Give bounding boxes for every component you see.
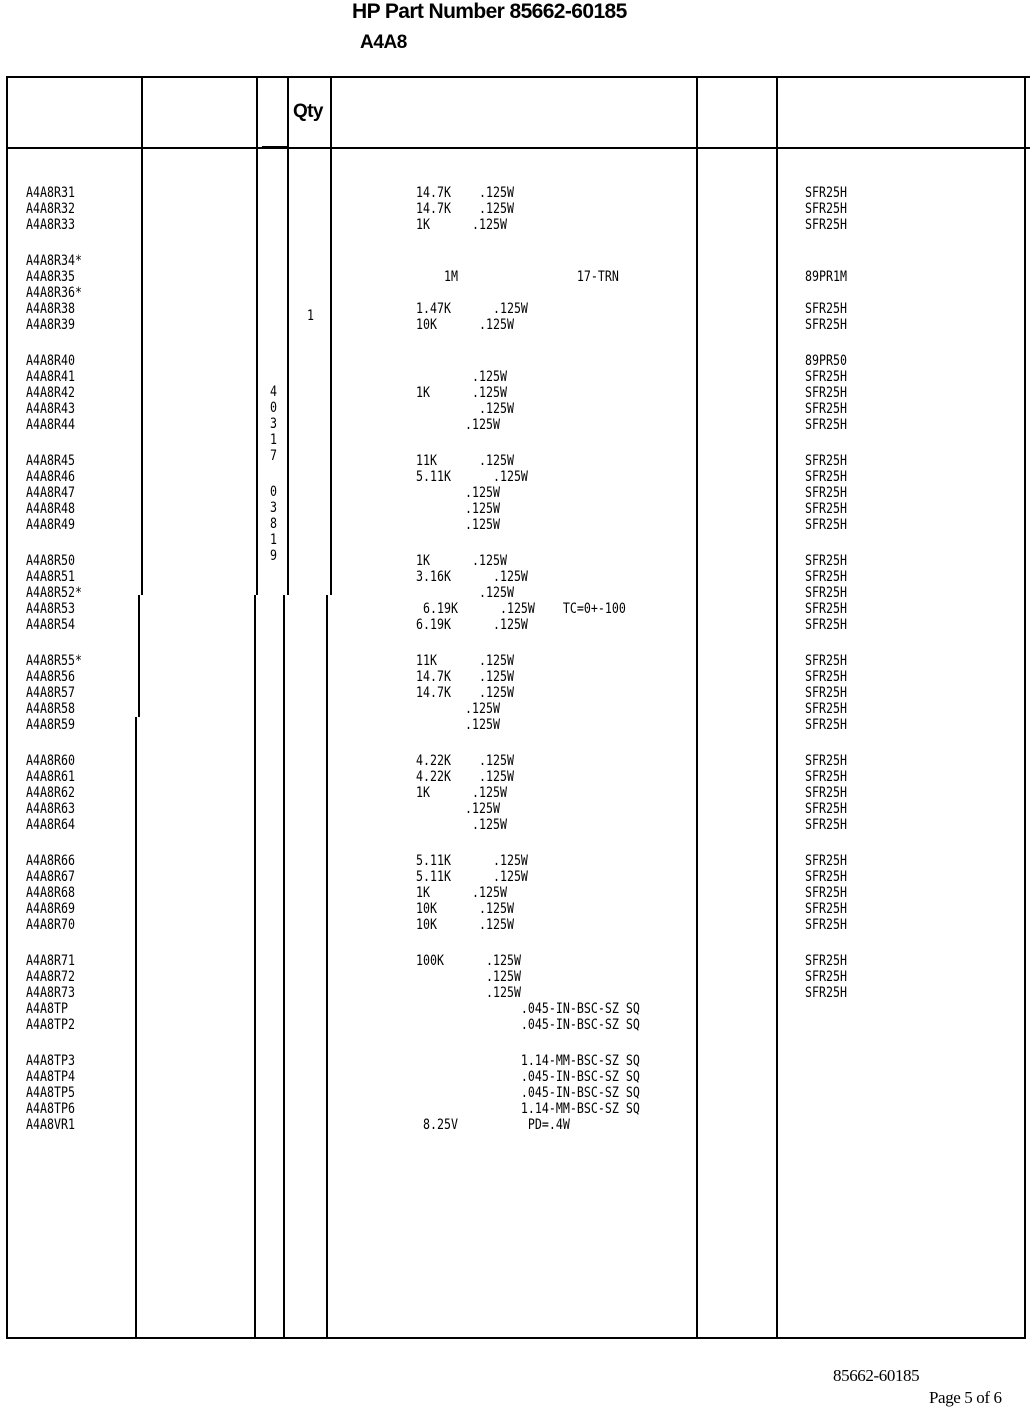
- table-cell-desc: .045-IN-BSC-SZ SQ: [416, 1085, 640, 1101]
- qty-cell: 1: [307, 308, 315, 324]
- table-cell-code: SFR25H: [805, 769, 847, 785]
- table-cell-ref: A4A8R53: [26, 601, 75, 617]
- table-cell-ref: A4A8R50: [26, 553, 75, 569]
- table-cell-code: SFR25H: [805, 785, 847, 801]
- table-cell-code: SFR25H: [805, 517, 847, 533]
- page-title: HP Part Number 85662-60185: [352, 0, 627, 23]
- table-cell-desc: 1.14-MM-BSC-SZ SQ: [416, 1053, 640, 1069]
- table-cell-ref: A4A8R62: [26, 785, 75, 801]
- table-cell-ref: A4A8R64: [26, 817, 75, 833]
- table-cell-ref: A4A8R47: [26, 485, 75, 501]
- table-cell-desc: .125W: [416, 701, 500, 717]
- table-cell-ref: A4A8R57: [26, 685, 75, 701]
- qty-corner-line: [262, 146, 288, 148]
- table-cell-code: SFR25H: [805, 617, 847, 633]
- footer-page-number: Page 5 of 6: [929, 1388, 1002, 1407]
- table-cell-ref: A4A8R55*: [26, 653, 82, 669]
- table-cell-desc: 10K .125W: [416, 901, 514, 917]
- table-cell-code: SFR25H: [805, 753, 847, 769]
- table-cell-code: SFR25H: [805, 401, 847, 417]
- table-cell-ref: A4A8R49: [26, 517, 75, 533]
- table-cell-desc: .125W: [416, 717, 500, 733]
- table-cell-desc: .045-IN-BSC-SZ SQ: [416, 1017, 640, 1033]
- table-cell-ref: A4A8R72: [26, 969, 75, 985]
- table-cell-ref: A4A8R66: [26, 853, 75, 869]
- table-cell-code: SFR25H: [805, 369, 847, 385]
- table-cell-code: SFR25H: [805, 385, 847, 401]
- table-cell-desc: [416, 253, 640, 269]
- table-cell-code: SFR25H: [805, 917, 847, 933]
- check-digit: 0: [270, 484, 278, 500]
- qty-header: Qty: [293, 101, 323, 122]
- table-cell-code: SFR25H: [805, 653, 847, 669]
- table-cell-code: SFR25H: [805, 553, 847, 569]
- table-cell-ref: A4A8TP3: [26, 1053, 75, 1069]
- table-cell-desc: 1K .125W: [416, 785, 507, 801]
- table-cell-ref: A4A8R59: [26, 717, 75, 733]
- table-cell-code: SFR25H: [805, 801, 847, 817]
- table-cell-desc: 14.7K .125W: [416, 685, 514, 701]
- table-cell-desc: 1K .125W: [416, 217, 507, 233]
- table-cell-ref: A4A8VR1: [26, 1117, 75, 1133]
- table-cell-code: SFR25H: [805, 317, 847, 333]
- table-cell-desc: 6.19K .125W TC=0+-100: [416, 601, 626, 617]
- table-cell-desc: 1K .125W: [416, 385, 507, 401]
- table-cell-ref: A4A8TP6: [26, 1101, 75, 1117]
- column-divider-2-lower: [254, 595, 256, 1339]
- ref-column: [26, 169, 82, 1149]
- column-divider-6: [776, 76, 778, 1339]
- column-divider-2: [256, 76, 258, 595]
- table-cell-desc: .125W: [416, 517, 500, 533]
- table-cell-desc: [416, 353, 640, 369]
- table-cell-code: SFR25H: [805, 953, 847, 969]
- table-cell-code: SFR25H: [805, 669, 847, 685]
- column-divider-3: [287, 76, 289, 595]
- table-cell-desc: 4.22K .125W: [416, 753, 514, 769]
- table-cell-desc: [416, 285, 640, 301]
- column-divider-1: [141, 76, 143, 595]
- column-divider-4: [330, 76, 332, 595]
- table-cell-desc: .125W: [416, 485, 500, 501]
- table-cell-ref: A4A8R31: [26, 185, 75, 201]
- table-cell-code: SFR25H: [805, 501, 847, 517]
- table-cell-desc: .125W: [416, 969, 521, 985]
- table-cell-code: SFR25H: [805, 701, 847, 717]
- table-cell-ref: A4A8R48: [26, 501, 75, 517]
- table-cell-code: SFR25H: [805, 469, 847, 485]
- table-cell-desc: 6.19K .125W: [416, 617, 528, 633]
- table-cell-ref: A4A8R34*: [26, 253, 82, 269]
- table-cell-code: SFR25H: [805, 985, 847, 1001]
- table-cell-desc: 4.22K .125W: [416, 769, 514, 785]
- table-cell-ref: A4A8R52*: [26, 585, 82, 601]
- table-cell-code: SFR25H: [805, 569, 847, 585]
- table-cell-ref: A4A8R60: [26, 753, 75, 769]
- table-cell-desc: 10K .125W: [416, 917, 514, 933]
- column-divider-5: [696, 76, 698, 1339]
- table-cell-code: [805, 253, 847, 269]
- table-cell-ref: A4A8R67: [26, 869, 75, 885]
- table-cell-desc: .125W: [416, 501, 500, 517]
- table-cell-desc: .045-IN-BSC-SZ SQ: [416, 1069, 640, 1085]
- table-cell-ref: A4A8R51: [26, 569, 75, 585]
- table-cell-desc: 1M 17-TRN: [416, 269, 619, 285]
- check-digit: 1: [270, 432, 278, 448]
- table-cell-ref: A4A8R68: [26, 885, 75, 901]
- check-digit: 3: [270, 416, 278, 432]
- table-cell-desc: 11K .125W: [416, 453, 514, 469]
- table-cell-ref: A4A8R58: [26, 701, 75, 717]
- table-cell-ref: A4A8R46: [26, 469, 75, 485]
- table-cell-desc: 5.11K .125W: [416, 869, 528, 885]
- check-digit: 0: [270, 400, 278, 416]
- table-cell-ref: A4A8TP5: [26, 1085, 75, 1101]
- table-cell-ref: A4A8R73: [26, 985, 75, 1001]
- column-divider-4-lower: [326, 595, 328, 1339]
- table-cell-desc: 11K .125W: [416, 653, 514, 669]
- table-cell-code: SFR25H: [805, 185, 847, 201]
- right-border: [1024, 76, 1026, 1339]
- table-cell-ref: A4A8R63: [26, 801, 75, 817]
- table-cell-desc: .125W: [416, 417, 500, 433]
- check-digit: 7: [270, 448, 278, 464]
- table-cell-code: SFR25H: [805, 453, 847, 469]
- table-cell-code: SFR25H: [805, 585, 847, 601]
- table-top-border: [6, 76, 1030, 78]
- table-cell-desc: 14.7K .125W: [416, 185, 514, 201]
- table-cell-ref: A4A8R44: [26, 417, 75, 433]
- table-cell-desc: 14.7K .125W: [416, 201, 514, 217]
- table-cell-code: SFR25H: [805, 217, 847, 233]
- table-cell-desc: 1K .125W: [416, 553, 507, 569]
- table-cell-ref: A4A8R35: [26, 269, 75, 285]
- table-cell-desc: 1K .125W: [416, 885, 507, 901]
- table-cell-code: SFR25H: [805, 885, 847, 901]
- desc-column: [416, 169, 640, 1149]
- table-cell-desc: 8.25V PD=.4W: [416, 1117, 570, 1133]
- header-bottom-border: [6, 147, 1030, 149]
- table-cell-ref: A4A8R33: [26, 217, 75, 233]
- table-cell-code: SFR25H: [805, 853, 847, 869]
- table-cell-desc: 5.11K .125W: [416, 853, 528, 869]
- table-cell-desc: 1.14-MM-BSC-SZ SQ: [416, 1101, 640, 1117]
- table-cell-ref: A4A8R36*: [26, 285, 82, 301]
- table-cell-code: SFR25H: [805, 201, 847, 217]
- table-cell-desc: 1.47K .125W: [416, 301, 528, 317]
- left-border: [6, 76, 8, 1339]
- table-cell-ref: A4A8R39: [26, 317, 75, 333]
- table-cell-desc: .045-IN-BSC-SZ SQ: [416, 1001, 640, 1017]
- table-cell-code: 89PR1M: [805, 269, 847, 285]
- table-cell-desc: 5.11K .125W: [416, 469, 528, 485]
- table-cell-code: SFR25H: [805, 869, 847, 885]
- table-cell-ref: A4A8R71: [26, 953, 75, 969]
- footer-part-number: 85662-60185: [833, 1366, 920, 1385]
- table-cell-code: SFR25H: [805, 685, 847, 701]
- table-cell-desc: 10K .125W: [416, 317, 514, 333]
- table-cell-ref: A4A8R54: [26, 617, 75, 633]
- table-cell-code: SFR25H: [805, 901, 847, 917]
- table-cell-ref: A4A8R56: [26, 669, 75, 685]
- column-divider-1-lower: [138, 595, 140, 717]
- table-cell-ref: A4A8R43: [26, 401, 75, 417]
- table-cell-desc: .125W: [416, 817, 507, 833]
- column-divider-1-bottom: [135, 717, 137, 1339]
- table-cell-code: SFR25H: [805, 969, 847, 985]
- table-cell-code: SFR25H: [805, 601, 847, 617]
- check-digit: 1: [270, 532, 278, 548]
- page-subtitle: A4A8: [360, 32, 407, 53]
- table-cell-code: SFR25H: [805, 717, 847, 733]
- table-cell-code: SFR25H: [805, 417, 847, 433]
- table-cell-desc: .125W: [416, 401, 514, 417]
- table-cell-code: 89PR50: [805, 353, 847, 369]
- table-cell-desc: .125W: [416, 801, 500, 817]
- table-cell-ref: A4A8TP: [26, 1001, 68, 1017]
- check-digit-column: [270, 368, 277, 580]
- table-cell-ref: A4A8R70: [26, 917, 75, 933]
- table-cell-ref: A4A8TP4: [26, 1069, 75, 1085]
- table-cell-ref: A4A8R69: [26, 901, 75, 917]
- table-cell-ref: A4A8R41: [26, 369, 75, 385]
- table-cell-desc: .125W: [416, 369, 507, 385]
- table-bottom-border: [6, 1337, 1026, 1339]
- table-cell-desc: 100K .125W: [416, 953, 521, 969]
- table-cell-ref: A4A8R38: [26, 301, 75, 317]
- check-digit: 9: [270, 548, 278, 564]
- table-cell-desc: .125W: [416, 585, 514, 601]
- table-cell-ref: A4A8R40: [26, 353, 75, 369]
- table-cell-ref: A4A8TP2: [26, 1017, 75, 1033]
- table-cell-desc: 14.7K .125W: [416, 669, 514, 685]
- table-cell-code: SFR25H: [805, 817, 847, 833]
- table-cell-code: [805, 285, 847, 301]
- table-cell-ref: A4A8R42: [26, 385, 75, 401]
- code-column: [805, 169, 847, 1017]
- check-digit: 3: [270, 500, 278, 516]
- check-digit: 8: [270, 516, 278, 532]
- table-cell-code: SFR25H: [805, 301, 847, 317]
- column-divider-3-lower: [283, 595, 285, 1339]
- table-cell-ref: A4A8R61: [26, 769, 75, 785]
- table-cell-desc: .125W: [416, 985, 521, 1001]
- table-cell-ref: A4A8R32: [26, 201, 75, 217]
- table-cell-code: SFR25H: [805, 485, 847, 501]
- table-cell-ref: A4A8R45: [26, 453, 75, 469]
- table-cell-desc: 3.16K .125W: [416, 569, 528, 585]
- check-digit: 4: [270, 384, 278, 400]
